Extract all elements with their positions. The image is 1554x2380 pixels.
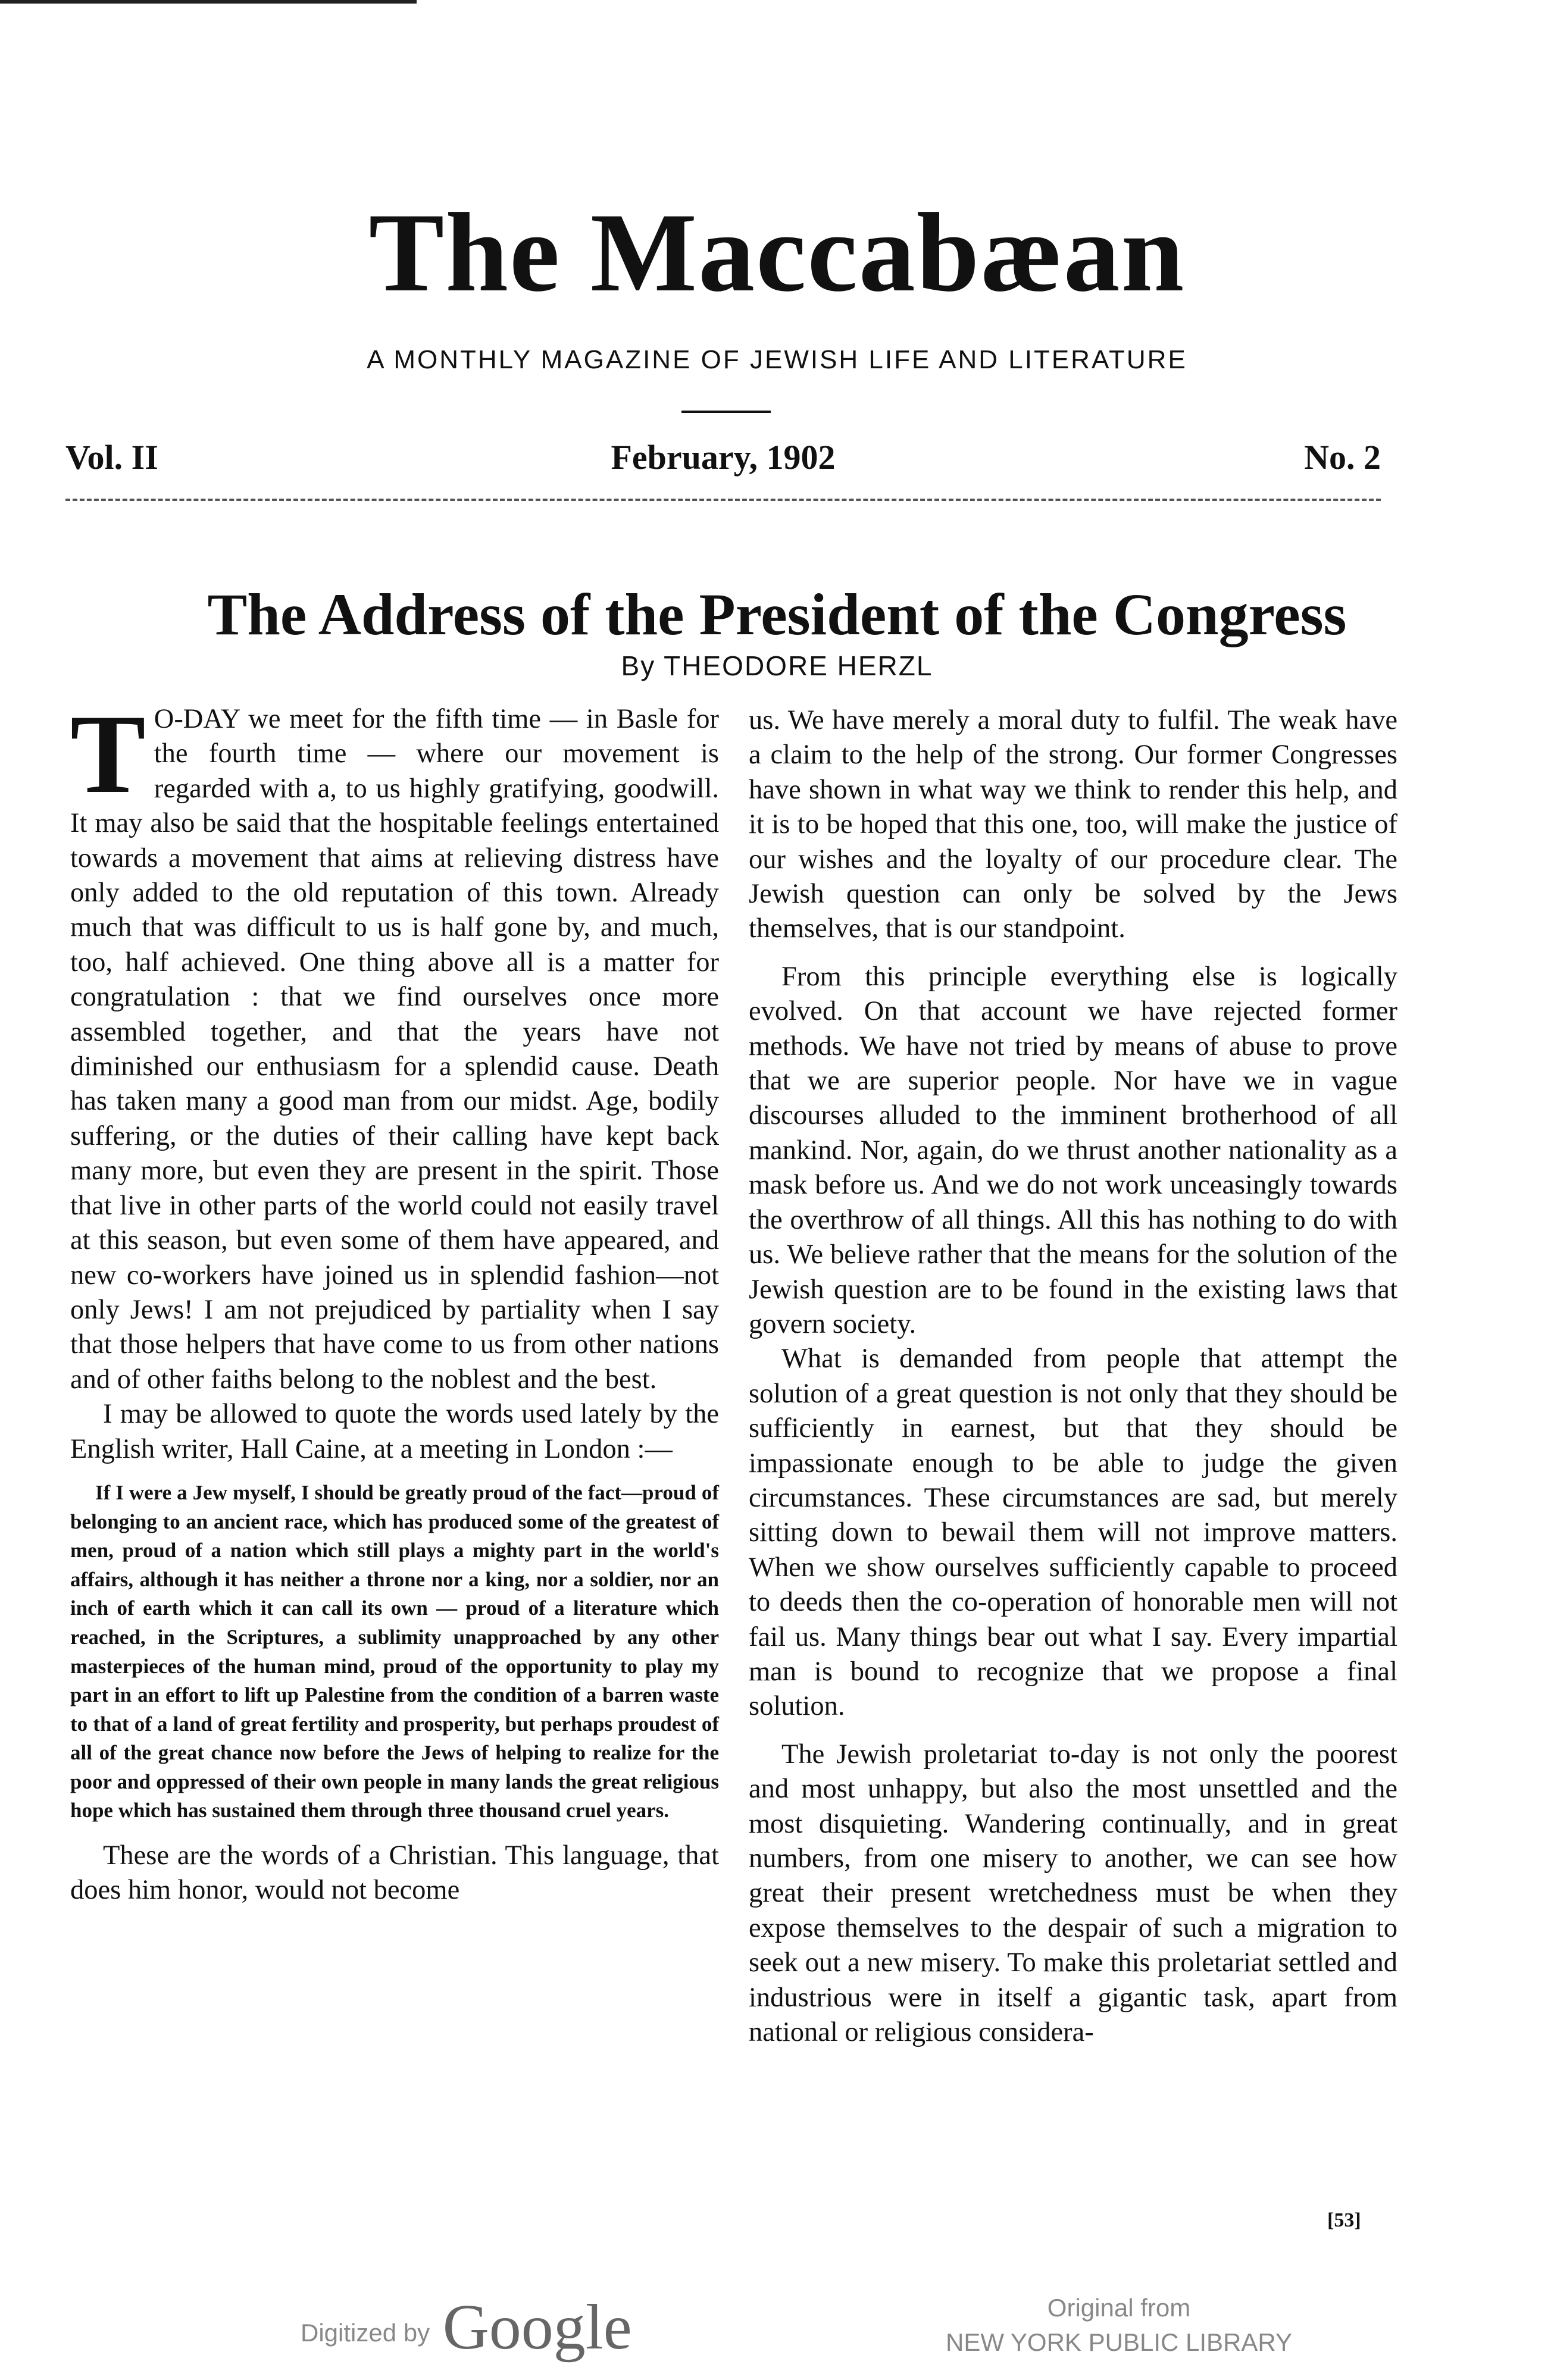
paragraph: The Jewish proletariat to-day is not only the poorest and most unhappy, but also the most unsettled and the most disquieting. Wandering continually, and in great numbers, from one misery to another, we can see how great their present wretchedness must be when they expose themselves to the despair of such a migration to seek out a new misery. To make this proletariat settled and industrious were in itself a gigantic task, apart from national or religious considera- — [749, 1739, 1397, 2048]
google-logo: Google — [442, 2292, 632, 2363]
paragraph: I may be allowed to quote the words used lately by the English writer, Hall Caine, at a meeting in London :— — [70, 1399, 719, 1464]
library-name: NEW YORK PUBLIC LIBRARY — [946, 2328, 1292, 2356]
article-byline: By THEODORE HERZL — [621, 650, 933, 681]
paragraph-text: O-DAY we meet for the fifth time — in Basle for the fourth time — where our movement is regarded with a, to us highly gratifying, goodwill. It may also be said that the hospitable feelings entertained towards a movement that aims at relieving distress have only added to the old reputation of this town. Already much that was difficult to us is half gone by, and much, too, half achieved. One thing above all is a matter for congratulation : that we find ourselves once more assembled together, and that the years have not diminished our enthusiasm for a splendid cause. Death has taken many a good man from our midst. Age, bodily suffering, or the duties of their calling have kept back many more, but even they are present in the spirit. Those that live in other parts of the world could not easily travel at this season, but even some of them have appeared, and new co-workers have joined us in splendid fashion—not only Jews! I am not prejudiced by partiality when I say that those helpers that have come to us from other nations and of other faiths belong to the noblest and the best. — [70, 704, 719, 1395]
left-column — [70, 692, 719, 1908]
digitized-by-label: Digitized by — [301, 2319, 430, 2347]
magazine-subtitle: A MONTHLY MAGAZINE OF JEWISH LIFE AND LITERATURE — [367, 345, 1187, 374]
issue-date: February, 1902 — [611, 438, 836, 477]
page-number: [53] — [1327, 2209, 1361, 2231]
article-title: The Address of the President of the Congress — [207, 581, 1347, 647]
header-dashed-rule — [65, 499, 1381, 501]
volume-label: Vol. II — [65, 438, 158, 477]
right-column — [749, 703, 1397, 2050]
paragraph — [70, 692, 719, 1397]
digitized-by-credit — [301, 2291, 632, 2365]
paragraph: us. We have merely a moral duty to fulfil. The weak have a claim to the help of the strong. Our former Congresses have shown in what way we think to render this help, and it is to be hoped that this one, too, will make the justice of our wishes and the loyalty of our procedure clear. The Jewish question can only be solved by the Jews themselves, that is our standpoint. — [749, 705, 1397, 944]
top-edge-rule — [0, 0, 417, 4]
paragraph: What is demanded from people that attempt the solution of a great question is not only that they should be sufficiently in earnest, but that they should be impassionate enough to be able to judge the given circumstances. These circumstances are sad, but merely sitting down to bewail them will not improve matters. When we show ourselves sufficiently capable to proceed to deeds then the co-operation of honorable men will not fail us. Many things bear out what I say. Every impartial man is bound to recognize that we propose a final solution. — [749, 1344, 1397, 1722]
issue-number: No. 2 — [1304, 438, 1381, 477]
title-divider — [681, 411, 771, 413]
paragraph: From this principle everything else is logically evolved. On that account we have rejected former methods. We have not tried by means of abuse to prove that we are superior people. Nor have we in vague discourses alluded to the imminent brotherhood of all mankind. Nor, again, do we thrust another nationality as a mask before us. And we do not work unceasingly towards the overthrow of all things. All this has nothing to do with us. We believe rather that the means for the solution of the Jewish question are to be found in the existing laws that govern society. — [749, 961, 1397, 1339]
drop-cap: T — [70, 692, 146, 817]
block-quote: If I were a Jew myself, I should be greatly proud of the fact—proud of belonging to an ancient race, which has produced some of the greatest of men, proud of a nation which still plays a mighty part in the world's affairs, although it has neither a throne nor a king, nor a soldier, nor an inch of earth which it can call its own — proud of a literature which reached, in the Scriptures, a sublimity unapproached by any other masterpieces of the human mind, proud of the opportunity to play my part in an effort to lift up Palestine from the condition of a barren waste to that of a land of great fertility and prosperity, but perhaps proudest of all of the great chance now before the Jews of helping to realize for the poor and oppressed of their own people in many lands the great religious hope which has sustained them through three thousand cruel years. — [70, 1480, 719, 1822]
magazine-title: The Maccabæan — [368, 190, 1186, 315]
original-source-credit — [881, 2291, 1357, 2360]
original-from-label: Original from — [1047, 2294, 1191, 2322]
paragraph: These are the words of a Christian. This language, that does him honor, would not become — [70, 1840, 719, 1906]
